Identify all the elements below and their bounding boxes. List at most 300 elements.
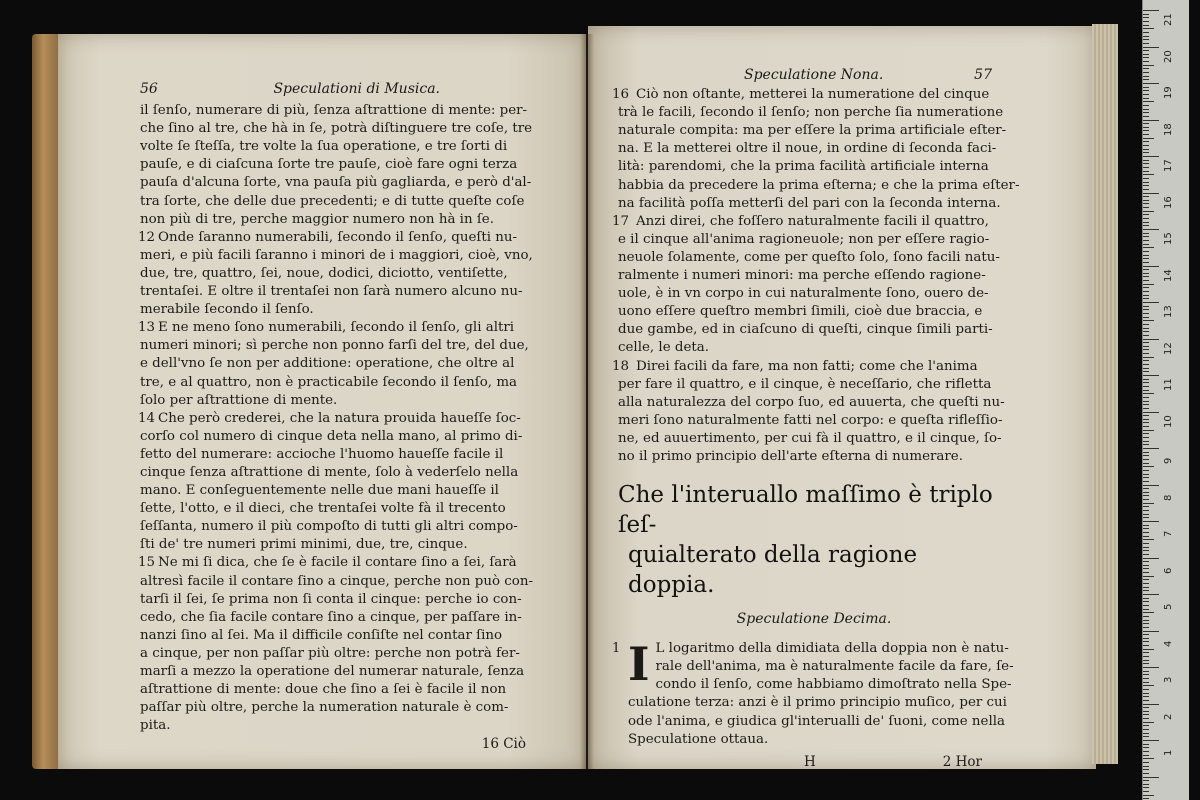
ruler-label: 11 xyxy=(1163,378,1174,391)
line-text: trà le facili, ſecondo il ſenſo; non perche ſia numeratione xyxy=(618,105,1004,121)
left-catchword: 16 Ciò xyxy=(481,736,526,753)
text-line xyxy=(140,229,540,247)
ruler-tick xyxy=(1143,528,1149,529)
text-line xyxy=(618,448,1010,466)
ruler-tick xyxy=(1143,481,1149,482)
ruler-tick xyxy=(1143,609,1149,610)
line-text: ralmente i numeri minori: ma perche eſſendo ragione- xyxy=(618,268,986,284)
ruler-tick xyxy=(1143,521,1159,522)
ruler-label: 7 xyxy=(1163,530,1174,537)
ruler-tick xyxy=(1143,579,1149,580)
line-text: nanzi ſino al ſei. Ma il difficile conſiſte nel contar ſino xyxy=(140,627,503,643)
ruler-tick xyxy=(1143,777,1159,778)
ruler-label: 21 xyxy=(1163,13,1174,26)
book-page-stack-right xyxy=(1092,24,1118,764)
ruler-tick xyxy=(1143,638,1149,639)
left-page-number: 56 xyxy=(140,81,158,97)
line-text: e dell'vno ſe non per additione: operatione, che oltre al xyxy=(140,356,515,372)
ruler-tick xyxy=(1143,189,1149,190)
ruler-tick xyxy=(1143,357,1154,358)
line-text: uono eſſere queſtro membri ſimili, cioè due braccia, e xyxy=(618,304,983,320)
ruler-tick xyxy=(1143,160,1149,161)
ruler-tick xyxy=(1143,346,1149,347)
measuring-ruler xyxy=(1142,0,1189,800)
ruler-tick xyxy=(1143,43,1149,44)
ruler-tick xyxy=(1143,660,1149,661)
ruler-tick xyxy=(1143,485,1159,486)
ruler-tick xyxy=(1143,21,1149,22)
ruler-tick xyxy=(1143,127,1149,128)
ruler-tick xyxy=(1143,273,1149,274)
ruler-tick xyxy=(1143,477,1149,478)
ruler-tick xyxy=(1143,145,1149,146)
left-page-text xyxy=(140,80,540,753)
ruler-tick xyxy=(1143,612,1154,613)
ruler-tick xyxy=(1143,251,1149,252)
line-text: cinque ſenza aſtrattione di mente, ſolo à vederſelo nella xyxy=(140,464,519,480)
ruler-tick xyxy=(1143,309,1149,310)
line-text: fetto del numerare: accioche l'huomo haueſſe facile il xyxy=(140,446,504,462)
text-line: condo il ſenſo, come habbiamo dimoſtrato nella Spe- xyxy=(655,677,1012,693)
ruler-tick xyxy=(1143,652,1149,653)
text-line xyxy=(140,247,540,265)
ruler-tick xyxy=(1143,532,1149,533)
ruler-tick xyxy=(1143,514,1149,515)
text-line: Speculatione ottaua. xyxy=(628,731,769,747)
ruler-tick xyxy=(1143,39,1149,40)
right-catchword: 2 Hor xyxy=(942,753,982,770)
drop-capital: I xyxy=(628,637,650,692)
ruler-label: 15 xyxy=(1163,232,1174,245)
right-footer xyxy=(618,753,1010,771)
ruler-tick xyxy=(1143,711,1149,712)
ruler-tick xyxy=(1143,623,1149,624)
ruler-tick xyxy=(1143,667,1159,668)
ruler-tick xyxy=(1143,134,1149,135)
text-line xyxy=(140,536,540,554)
ruler-tick xyxy=(1143,17,1149,18)
line-text: che ſino al tre, che hà in ſe, potrà diſtinguere tre coſe, tre xyxy=(140,121,533,137)
ruler-tick xyxy=(1143,736,1149,737)
ruler-tick xyxy=(1143,258,1149,259)
ruler-label: 8 xyxy=(1163,494,1174,501)
text-line xyxy=(618,339,1010,357)
ruler-tick xyxy=(1143,342,1149,343)
line-text: merabile ſecondo il ſenſo. xyxy=(140,302,314,318)
text-line xyxy=(140,319,540,337)
line-text: a cinque, per non paſſar più oltre: perche non potrà fer- xyxy=(140,645,520,661)
ruler-tick xyxy=(1143,649,1154,650)
ruler-tick xyxy=(1143,266,1159,267)
ruler-tick xyxy=(1143,766,1149,767)
line-text: meri ſono naturalmente fatti nel corpo: e queſta rifleſſio- xyxy=(618,412,1003,428)
ruler-tick xyxy=(1143,605,1149,606)
ruler-label: 10 xyxy=(1163,414,1174,428)
paragraph-number: 15 xyxy=(138,555,156,571)
ruler-label: 6 xyxy=(1163,567,1174,574)
text-line xyxy=(140,464,540,482)
ruler-tick xyxy=(1143,718,1149,719)
ruler-tick xyxy=(1143,364,1149,365)
line-text: paſſar più oltre, perche la numeration naturale è com- xyxy=(140,700,509,716)
ruler-tick xyxy=(1143,470,1149,471)
ruler-tick xyxy=(1143,371,1149,372)
ruler-tick xyxy=(1143,284,1154,285)
signature-mark: H xyxy=(804,753,816,770)
ruler-tick xyxy=(1143,331,1149,332)
ruler-tick xyxy=(1143,415,1149,416)
line-text: pauſe, e di ciaſcuna ſorte tre pauſe, cioè fare ogni terza xyxy=(140,157,518,173)
text-line xyxy=(618,104,1010,122)
ruler-tick xyxy=(1143,678,1149,679)
ruler-tick xyxy=(1143,269,1149,270)
ruler-tick xyxy=(1143,255,1149,256)
line-text: na. E la metterei oltre il noue, in ordine di ſeconda faci- xyxy=(618,141,997,157)
ruler-tick xyxy=(1143,335,1149,336)
ruler-tick xyxy=(1143,94,1149,95)
ruler-tick xyxy=(1143,558,1159,559)
chapter-title-line-2: quialterato della ragione doppia. xyxy=(628,542,918,599)
ruler-tick xyxy=(1143,353,1149,354)
text-line xyxy=(140,699,540,717)
text-line xyxy=(140,193,540,211)
ruler-tick xyxy=(1143,795,1154,796)
text-line xyxy=(140,609,540,627)
ruler-tick xyxy=(1143,218,1149,219)
line-text: Direi facili da fare, ma non fatti; come che l'anima xyxy=(636,358,978,374)
line-text: Che però crederei, che la natura prouida haueſſe ſoc- xyxy=(158,410,521,426)
ruler-tick xyxy=(1143,233,1149,234)
ruler-tick xyxy=(1143,214,1149,215)
line-text: neuole ſolamente, come per queſto ſolo, ſono facili natu- xyxy=(618,249,1000,265)
text-line xyxy=(618,376,1010,394)
line-text: E ne meno ſono numerabili, ſecondo il ſenſo, gli altri xyxy=(158,320,515,336)
ruler-tick xyxy=(1143,433,1149,434)
ruler-tick xyxy=(1143,616,1149,617)
ruler-tick xyxy=(1143,54,1149,55)
ruler-tick xyxy=(1143,590,1149,591)
ruler-tick xyxy=(1143,57,1149,58)
line-text: volte ſe ſteſſa, tre volte la ſua operatione, e tre ſorti di xyxy=(140,139,508,155)
ruler-tick xyxy=(1143,375,1159,376)
ruler-tick xyxy=(1143,390,1149,391)
line-text: e il cinque all'anima ragioneuole; non per eſſere ragio- xyxy=(618,231,990,247)
ruler-label: 2 xyxy=(1163,713,1174,720)
ruler-tick xyxy=(1143,725,1149,726)
text-line xyxy=(618,321,1010,339)
paragraph-number: 13 xyxy=(138,320,156,336)
ruler-tick xyxy=(1143,430,1154,431)
ruler-tick xyxy=(1143,645,1149,646)
left-running-head xyxy=(140,80,540,98)
text-line xyxy=(140,355,540,373)
ruler-tick xyxy=(1143,87,1149,88)
ruler-tick xyxy=(1143,729,1149,730)
ruler-tick xyxy=(1143,466,1154,467)
ruler-tick xyxy=(1143,674,1149,675)
line-text: na facilità poſſa metterſi del pari con la ſeconda interna. xyxy=(618,195,1001,211)
ruler-tick xyxy=(1143,722,1154,723)
ruler-tick xyxy=(1143,386,1149,387)
ruler-tick xyxy=(1143,543,1149,544)
ruler-tick xyxy=(1143,247,1154,248)
ruler-label: 13 xyxy=(1163,305,1174,318)
text-line xyxy=(140,156,540,174)
text-line xyxy=(140,554,540,572)
ruler-tick xyxy=(1143,349,1149,350)
ruler-tick xyxy=(1143,306,1149,307)
ruler-tick xyxy=(1143,280,1149,281)
text-line xyxy=(140,392,540,410)
ruler-tick xyxy=(1143,798,1149,799)
ruler-tick xyxy=(1143,302,1159,303)
ruler-tick xyxy=(1143,65,1154,66)
line-text: lità: parendomi, che la prima facilità artificiale interna xyxy=(618,159,989,175)
ruler-tick xyxy=(1143,437,1149,438)
ruler-tick xyxy=(1143,444,1149,445)
text-line: culatione terza: anzi è il primo principio muſico, per cui xyxy=(628,695,1007,711)
ruler-tick xyxy=(1143,663,1149,664)
ruler-tick xyxy=(1143,408,1149,409)
ruler-tick xyxy=(1143,116,1149,117)
ruler-label: 1 xyxy=(1163,749,1174,756)
ruler-tick xyxy=(1143,547,1149,548)
line-text: trentaſei. E oltre il trentaſei non ſarà numero alcuno nu- xyxy=(140,284,523,300)
line-text: celle, le deta. xyxy=(618,340,710,356)
text-line xyxy=(140,410,540,428)
first-paragraph-text xyxy=(628,637,1014,749)
text-line xyxy=(140,663,540,681)
ruler-tick xyxy=(1143,200,1149,201)
ruler-tick xyxy=(1143,671,1149,672)
ruler-label: 16 xyxy=(1163,195,1174,209)
text-line xyxy=(140,138,540,156)
ruler-label: 9 xyxy=(1163,457,1174,464)
ruler-tick xyxy=(1143,751,1149,752)
ruler-tick xyxy=(1143,244,1149,245)
ruler-tick xyxy=(1143,459,1149,460)
ruler-tick xyxy=(1143,536,1149,537)
text-line xyxy=(140,174,540,192)
text-line xyxy=(140,645,540,663)
ruler-tick xyxy=(1143,744,1149,745)
ruler-tick xyxy=(1143,368,1149,369)
ruler-label: 12 xyxy=(1163,341,1174,355)
line-text: numeri minori; sì perche non ponno farſi del tre, del due, xyxy=(140,338,529,354)
text-line: ode l'anima, e giudica gl'interualli de' ſuoni, come nella xyxy=(628,713,1006,729)
ruler-tick xyxy=(1143,171,1149,172)
line-text: naturale compita: ma per eſſere la prima artificiale eſter- xyxy=(618,123,1007,139)
text-line xyxy=(618,430,1010,448)
text-line xyxy=(618,122,1010,140)
text-line xyxy=(612,213,1010,231)
ruler-tick xyxy=(1143,780,1149,781)
ruler-tick xyxy=(1143,360,1149,361)
text-line: rale dell'anima, ma è naturalmente facile da fare, ſe- xyxy=(655,659,1014,675)
book-fore-edge-left xyxy=(32,34,60,769)
ruler-tick xyxy=(1143,152,1149,153)
right-page-text xyxy=(612,66,1020,771)
ruler-tick xyxy=(1143,149,1149,150)
ruler-tick xyxy=(1143,298,1149,299)
ruler-tick xyxy=(1143,422,1149,423)
text-line xyxy=(140,573,540,591)
ruler-tick xyxy=(1143,495,1149,496)
ruler-label: 17 xyxy=(1163,159,1174,172)
text-line xyxy=(612,358,1010,376)
ruler-tick xyxy=(1143,631,1159,632)
ruler-tick xyxy=(1143,130,1149,131)
ruler-tick xyxy=(1143,68,1149,69)
text-line xyxy=(612,86,1010,104)
text-line xyxy=(140,265,540,283)
ruler-tick xyxy=(1143,620,1149,621)
left-body-text xyxy=(140,102,540,735)
ruler-tick xyxy=(1143,762,1149,763)
ruler-tick xyxy=(1143,492,1149,493)
paragraph-number: 18 xyxy=(612,358,630,374)
section-subheading: Speculatione Decima. xyxy=(736,611,892,628)
ruler-tick xyxy=(1143,90,1149,91)
ruler-tick xyxy=(1143,787,1149,788)
text-line xyxy=(140,627,540,645)
ruler-tick xyxy=(1143,685,1154,686)
ruler-tick xyxy=(1143,83,1159,84)
line-text: pauſa d'alcuna ſorte, vna pauſa più gagliarda, e però d'al- xyxy=(140,175,532,191)
ruler-label: 19 xyxy=(1163,86,1174,99)
ruler-label: 5 xyxy=(1163,603,1174,610)
line-text: due gambe, ed in ciaſcuno di queſti, cinque ſimili parti- xyxy=(618,322,993,338)
ruler-tick xyxy=(1143,193,1159,194)
ruler-tick xyxy=(1143,641,1149,642)
ruler-tick xyxy=(1143,682,1149,683)
ruler-tick xyxy=(1143,601,1149,602)
ruler-tick xyxy=(1143,755,1149,756)
line-text: altresì facile il contare ſino a cinque, perche non può con- xyxy=(140,573,533,589)
ruler-tick xyxy=(1143,656,1149,657)
ruler-tick xyxy=(1143,120,1159,121)
text-line xyxy=(618,140,1010,158)
text-line xyxy=(618,285,1010,303)
ruler-tick xyxy=(1143,207,1149,208)
ruler-tick xyxy=(1143,572,1149,573)
ruler-tick xyxy=(1143,714,1149,715)
ruler-tick xyxy=(1143,382,1149,383)
text-line xyxy=(618,394,1010,412)
ruler-tick xyxy=(1143,178,1149,179)
ruler-tick xyxy=(1143,47,1159,48)
ruler-tick xyxy=(1143,568,1149,569)
text-line xyxy=(140,301,540,319)
ruler-tick xyxy=(1143,276,1149,277)
line-text: uole, è in vn corpo in cui naturalmente ſono, ouero de- xyxy=(618,286,989,302)
ruler-tick xyxy=(1143,510,1149,511)
ruler-tick xyxy=(1143,747,1149,748)
chapter-title xyxy=(618,480,1010,600)
ruler-tick xyxy=(1143,565,1149,566)
left-footer xyxy=(140,735,540,753)
ruler-tick xyxy=(1143,72,1149,73)
ruler-tick xyxy=(1143,185,1149,186)
ruler-tick xyxy=(1143,419,1149,420)
ruler-tick xyxy=(1143,14,1149,15)
paragraph-number: 14 xyxy=(138,410,156,426)
text-line xyxy=(618,267,1010,285)
book-gutter xyxy=(580,34,594,769)
ruler-tick xyxy=(1143,32,1149,33)
ruler-label: 14 xyxy=(1163,268,1174,282)
ruler-tick xyxy=(1143,182,1149,183)
right-running-title: Speculatione Nona. xyxy=(744,67,884,83)
ruler-tick xyxy=(1143,295,1149,296)
ruler-tick xyxy=(1143,689,1149,690)
paragraph-number: 1 xyxy=(612,641,621,657)
ruler-tick xyxy=(1143,412,1159,413)
ruler-tick xyxy=(1143,758,1154,759)
line-text: Ciò non oſtante, metterei la numeratione del cinque xyxy=(636,87,990,103)
ruler-tick xyxy=(1143,506,1149,507)
ruler-tick xyxy=(1143,112,1149,113)
ruler-tick xyxy=(1143,196,1149,197)
ruler-tick xyxy=(1143,101,1154,102)
ruler-tick xyxy=(1143,229,1159,230)
ruler-tick xyxy=(1143,539,1154,540)
ruler-tick xyxy=(1143,401,1149,402)
text-line xyxy=(618,177,1020,195)
line-text: ſti de' tre numeri primi minimi, due, tre, cinque. xyxy=(140,537,468,553)
ruler-tick xyxy=(1143,499,1149,500)
ruler-tick xyxy=(1143,693,1149,694)
line-text: habbia da precedere la prima eſterna; e che la prima eſter- xyxy=(618,177,1020,193)
text-line xyxy=(140,681,540,699)
ruler-tick xyxy=(1143,10,1159,11)
ruler-tick xyxy=(1143,583,1149,584)
ruler-tick xyxy=(1143,317,1149,318)
text-line xyxy=(140,518,540,536)
ruler-tick xyxy=(1143,123,1149,124)
line-text: tre, e al quattro, non è practicabile ſecondo il ſenſo, ma xyxy=(140,374,518,390)
text-line xyxy=(140,374,540,392)
left-running-title: Speculationi di Musica. xyxy=(273,81,440,97)
ruler-tick xyxy=(1143,704,1159,705)
text-line xyxy=(140,446,540,464)
ruler-tick xyxy=(1143,598,1149,599)
text-line xyxy=(140,500,540,518)
ruler-tick xyxy=(1143,455,1149,456)
ruler-tick xyxy=(1143,773,1149,774)
ruler-tick xyxy=(1143,769,1149,770)
line-text: no il primo principio dell'arte eſterna di numerare. xyxy=(618,448,963,464)
ruler-tick xyxy=(1143,503,1154,504)
line-text: Ne mi ſi dica, che ſe è facile il contare ſino a ſei, ſarà xyxy=(158,555,517,571)
ruler-tick xyxy=(1143,474,1149,475)
line-text: marſi a mezzo la operatione del numerar naturale, ſenza xyxy=(140,664,525,679)
text-line xyxy=(140,283,540,301)
ruler-tick xyxy=(1143,594,1159,595)
ruler-tick xyxy=(1143,696,1149,697)
ruler-tick xyxy=(1143,634,1149,635)
ruler-tick xyxy=(1143,554,1149,555)
paragraph-number: 16 xyxy=(612,87,630,103)
text-line xyxy=(140,428,540,446)
right-page-number: 57 xyxy=(974,67,992,83)
ruler-tick xyxy=(1143,517,1149,518)
text-line xyxy=(618,231,1010,249)
ruler-tick xyxy=(1143,328,1149,329)
ruler-tick xyxy=(1143,550,1149,551)
line-text: pita. xyxy=(140,718,171,734)
text-line xyxy=(618,158,1010,176)
